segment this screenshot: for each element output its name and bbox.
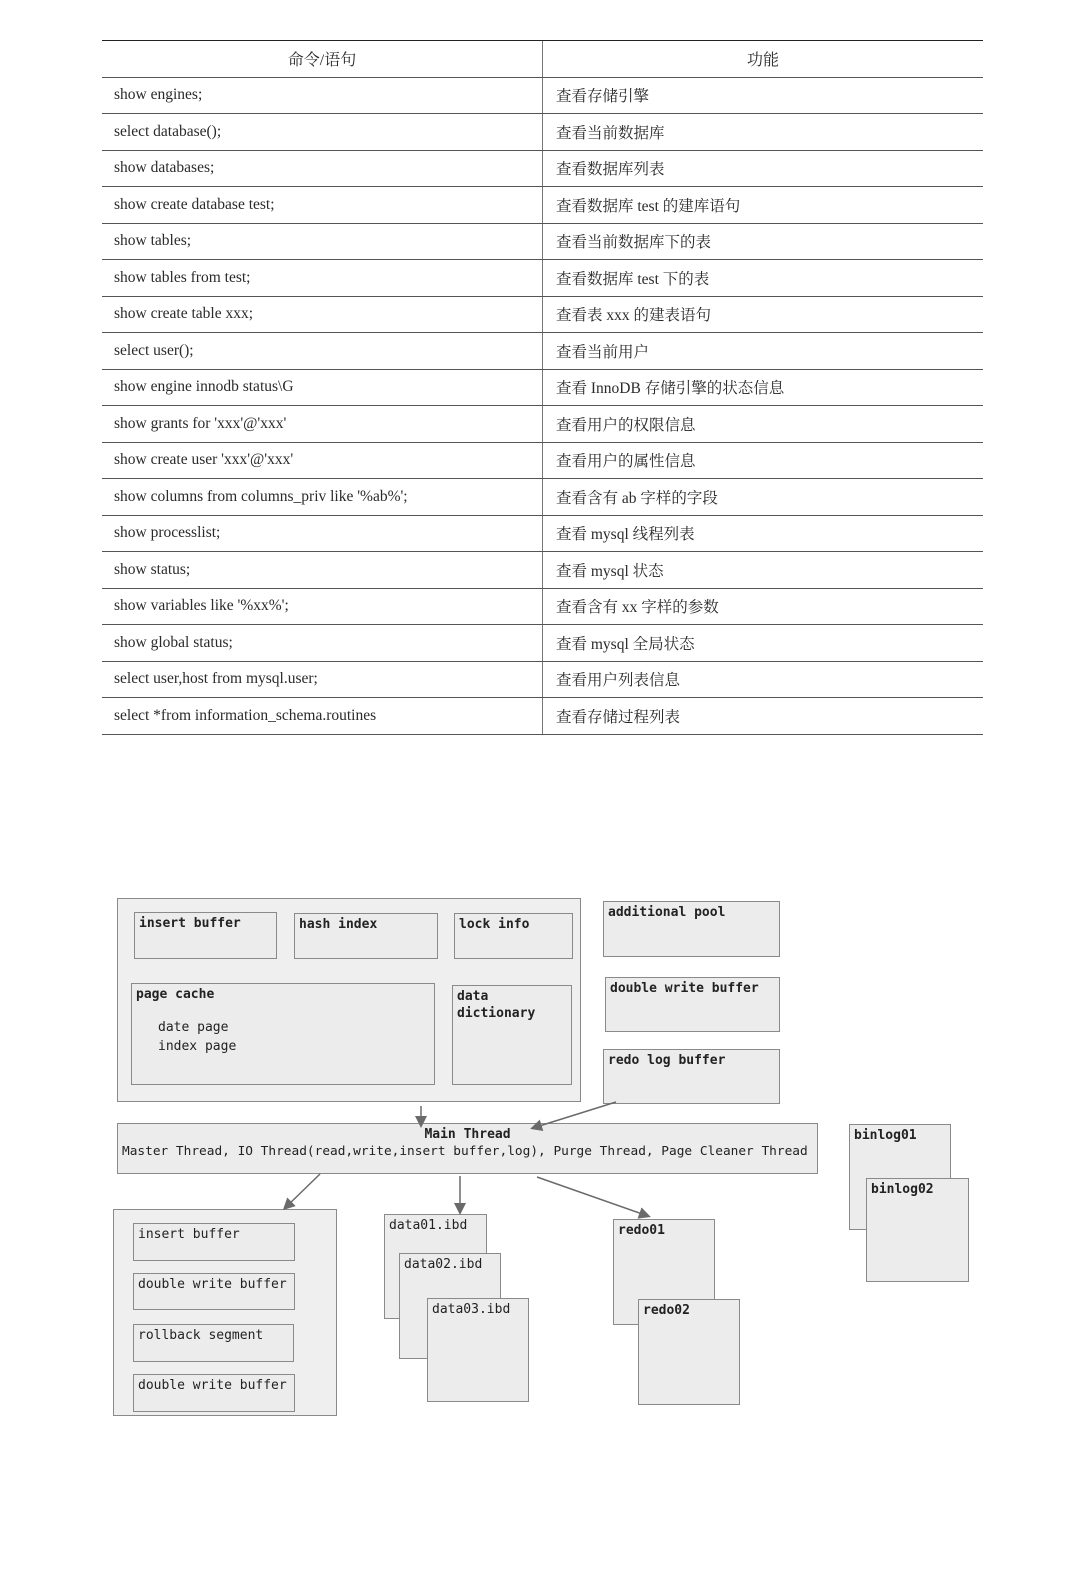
command-cell: show create table xxx; <box>102 297 543 333</box>
function-cell: 查看 mysql 全局状态 <box>556 635 695 653</box>
function-cell: 查看表 xxx 的建表语句 <box>556 307 712 325</box>
redo01-file: redo01 <box>613 1219 715 1325</box>
function-cell: 查看当前用户 <box>556 343 650 361</box>
command-cell: show create user 'xxx'@'xxx' <box>102 443 543 479</box>
data01-ibd-file: data01.ibd <box>384 1214 487 1319</box>
function-cell: 查看 mysql 线程列表 <box>556 526 695 544</box>
command-cell: show variables like '%xx%'; <box>102 589 543 625</box>
main-thread-description: Master Thread, IO Thread(read,write,insert buffer,log), Purge Thread, Page Cleaner Thread <box>122 1144 808 1159</box>
function-cell: 查看当前数据库下的表 <box>556 234 712 252</box>
data03-ibd-file: data03.ibd <box>427 1298 529 1402</box>
command-cell: select user(); <box>102 333 543 369</box>
command-cell: select database(); <box>102 114 543 150</box>
command-cell: show grants for 'xxx'@'xxx' <box>102 406 543 442</box>
insert-buffer-box: insert buffer <box>134 912 277 959</box>
function-cell: 查看用户列表信息 <box>556 672 681 690</box>
additional-pool-box: additional pool <box>603 901 780 957</box>
index-page-label: index page <box>158 1039 237 1054</box>
arrow-redo-log-buffer-to-main-thread <box>533 1102 616 1128</box>
function-cell: 查看当前数据库 <box>556 124 665 142</box>
page-cache-label: page cache <box>136 987 215 1002</box>
command-cell: show columns from columns_priv like '%ab%'; <box>102 479 543 515</box>
function-cell: 查看存储过程列表 <box>556 708 681 726</box>
binlog01-file: binlog01 <box>849 1124 951 1230</box>
hash-index-box: hash index <box>294 913 438 959</box>
ts-double-write-buffer-box: double write buffer <box>133 1273 295 1310</box>
command-cell: select *from information_schema.routines <box>102 698 543 734</box>
redo-log-buffer-box: redo log buffer <box>603 1049 780 1104</box>
function-cell: 查看含有 ab 字样的字段 <box>556 489 718 507</box>
command-cell: show processlist; <box>102 516 543 552</box>
function-cell: 查看 InnoDB 存储引擎的状态信息 <box>556 380 785 398</box>
data-dictionary-label-1: data <box>457 989 489 1004</box>
function-cell: 查看 mysql 状态 <box>556 562 664 580</box>
data-dictionary-label-2: dictionary <box>457 1006 536 1021</box>
arrow-main-thread-to-system-tablespace <box>285 1174 320 1208</box>
date-page-label: date page <box>158 1020 229 1035</box>
lock-info-box: lock info <box>454 913 573 959</box>
data02-ibd-file: data02.ibd <box>399 1253 501 1359</box>
function-cell: 查看含有 xx 字样的参数 <box>556 599 719 617</box>
function-cell: 查看存储引擎 <box>556 88 650 106</box>
function-cell: 查看用户的属性信息 <box>556 453 696 471</box>
ts-rollback-segment-box: rollback segment <box>133 1324 294 1362</box>
header-function: 功能 <box>746 52 779 70</box>
function-cell: 查看数据库 test 下的表 <box>556 270 710 288</box>
main-thread-title: Main Thread <box>424 1127 511 1142</box>
double-write-buffer-box: double write buffer <box>605 977 780 1032</box>
command-cell: select user,host from mysql.user; <box>102 662 543 698</box>
command-cell: show global status; <box>102 625 543 661</box>
command-cell: show databases; <box>102 151 543 187</box>
arrow-main-thread-to-redo-files <box>537 1177 648 1216</box>
binlog02-file: binlog02 <box>866 1178 969 1282</box>
redo02-file: redo02 <box>638 1299 740 1405</box>
ts-insert-buffer-box: insert buffer <box>133 1223 295 1261</box>
command-cell: show status; <box>102 552 543 588</box>
command-cell: show create database test; <box>102 187 543 223</box>
command-cell: show engines; <box>102 78 543 114</box>
function-cell: 查看用户的权限信息 <box>556 416 696 434</box>
function-cell: 查看数据库 test 的建库语句 <box>556 197 741 215</box>
command-cell: show tables from test; <box>102 260 543 296</box>
header-command: 命令/语句 <box>102 41 543 77</box>
ts-double-write-buffer-box-2: double write buffer <box>133 1374 295 1412</box>
function-cell: 查看数据库列表 <box>556 161 665 179</box>
command-cell: show engine innodb status\G <box>102 370 543 406</box>
command-cell: show tables; <box>102 224 543 260</box>
